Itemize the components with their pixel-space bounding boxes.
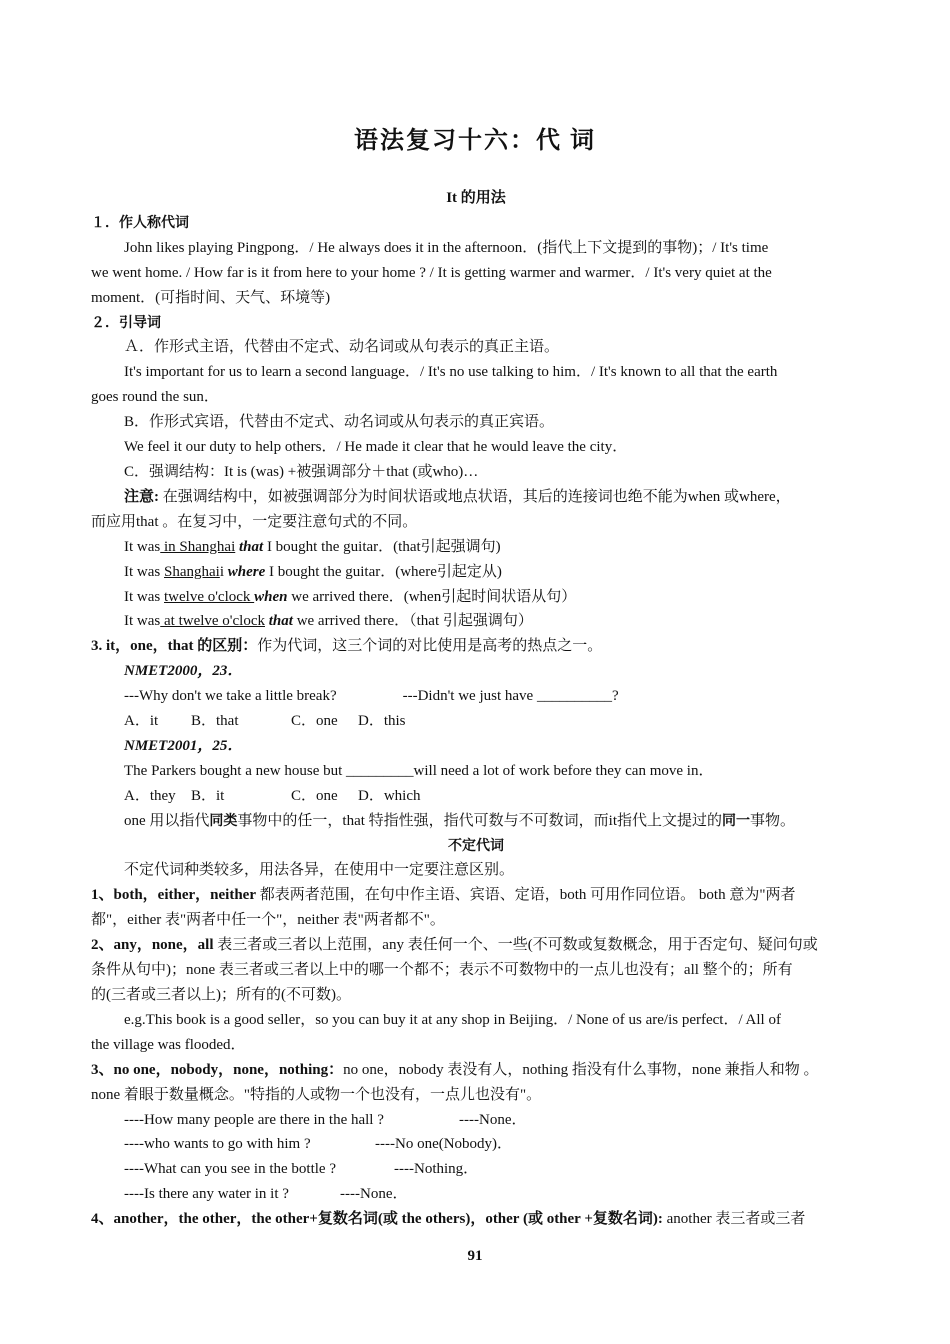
- emphasis-example-4: [91, 609, 861, 634]
- item-text: no one，nobody 表没有人，nothing 指没有什么事物，none 兼指人和物 。: [343, 1061, 819, 1078]
- question-source: NMET2000，23．: [124, 663, 243, 680]
- question-text: The Parkers bought a new house but _________will need a lot of work before they can move in．: [124, 762, 714, 779]
- item-2-cont: 条件从句中)；none 表三者或三者以上中的哪一个都不；表示不可数物中的一点儿也没有；all 整个的；所有: [91, 962, 793, 979]
- option: B．that: [191, 713, 239, 730]
- item-3-cont: none 着眼于数量概念。"特指的人或物一个也没有，一点儿也没有"。: [91, 1086, 542, 1103]
- heading-text: 作为代词，这三个词的对比使用是高考的热点之一。: [257, 638, 603, 655]
- example-line: It's important for us to learn a second language．/ It's no use talking to him．/ It's known to all that the earth: [124, 364, 778, 381]
- point-c: C．强调结构：It is (was) +被强调部分＋that (或who)…: [124, 463, 479, 480]
- note-line: 而应用that 。在复习中，一定要注意句式的不同。: [91, 513, 418, 530]
- example-line: e.g.This book is a good seller，so you can buy it at any shop in Beijing．/ None of us are/is perfect．/ All of: [124, 1011, 781, 1028]
- summary-text: 事物中的任一，that 特指性强，指代可数与不可数词，而it指代上文提过的: [237, 812, 723, 829]
- heading-introductory: ２．引导词: [91, 314, 161, 331]
- item-text: 都表两者范围，在句中作主语、宾语、定语，both 可用作同位语。 both 意为"两者: [255, 887, 796, 904]
- option: D．this: [358, 713, 406, 730]
- point-a: Ａ．作形式主语，代替由不定式、动名词或从句表示的真正主语。: [124, 339, 560, 356]
- item-3: [91, 1058, 861, 1083]
- answer-options: [91, 784, 861, 809]
- summary-text: one 用以指代: [124, 812, 210, 829]
- summary-text: 事物。: [750, 812, 796, 829]
- item-bold: 1、both，either，neither: [91, 887, 256, 904]
- dialog-answer: ----No one(Nobody)．: [375, 1136, 513, 1153]
- item-text: 表三者或三者以上范围，any 表任何一个、一些(不可数或复数概念，用于否定句、疑问句或: [213, 937, 818, 954]
- paragraph-line: 不定代词种类较多，用法各异，在使用中一定要注意区别。: [124, 862, 515, 879]
- item-4: [91, 1207, 861, 1232]
- item-bold: 2、any，none，all: [91, 937, 214, 954]
- section-heading-indefinite: 不定代词: [448, 837, 504, 854]
- dialog-line: [91, 1157, 861, 1182]
- dialog-line: [91, 1182, 861, 1207]
- question-dialog: [91, 684, 861, 709]
- keyword: that: [239, 538, 264, 555]
- example-text: we arrived there．（that 引起强调句）: [292, 613, 533, 630]
- keyword: where: [227, 563, 266, 580]
- example-text: It was: [124, 538, 161, 555]
- page-number: 91: [467, 1248, 483, 1264]
- dialog-answer: ----None．: [340, 1186, 408, 1203]
- summary-bold: 同类: [209, 812, 238, 829]
- dialog-line: [91, 1132, 861, 1157]
- dialog-answer: ----Nothing．: [394, 1161, 479, 1178]
- paragraph-line: we went home. / How far is it from here to your home ? / It is getting warmer and warmer．/ It's very quiet at the: [91, 264, 772, 281]
- heading-personal-pronoun: １．作人称代词: [91, 214, 189, 231]
- option: A．they: [124, 787, 176, 804]
- example-text: It was: [124, 613, 161, 630]
- heading-bold: 3. it，one，that 的区别：: [91, 638, 258, 655]
- emphasis-example-1: [91, 535, 861, 560]
- emphasis-example-3: [91, 585, 861, 610]
- example-text: It was: [124, 588, 164, 605]
- example-text: I bought the guitar．(where引起定从): [265, 563, 502, 580]
- note-line: [91, 485, 861, 510]
- note-label: 注意:: [124, 488, 159, 505]
- underlined-phrase: at twelve o'clock: [160, 613, 265, 630]
- note-text: 在强调结构中，如被强调部分为时间状语或地点状语，其后的连接词也绝不能为when 或where，: [159, 488, 791, 505]
- item-bold: 3、no one，nobody，none，nothing：: [91, 1061, 344, 1078]
- item-bold: 4、another，the other，the other+复数名词(或 the others)，other (或 other +复数名词):: [91, 1211, 663, 1228]
- section-heading-it: It 的用法: [446, 190, 506, 206]
- item-text: another 表三者或三者: [662, 1211, 806, 1228]
- option: D．which: [358, 787, 421, 804]
- dialog-answer: ----None．: [459, 1111, 527, 1128]
- dialog-question: ----What can you see in the bottle ?: [124, 1161, 336, 1178]
- example-text: It was: [124, 563, 164, 580]
- document-body: [91, 186, 861, 1232]
- page-title: 语法复习十六：代 词: [354, 128, 596, 154]
- dialog-question: ----Is there any water in it ?: [124, 1186, 289, 1203]
- question-text: ---Didn't we just have __________?: [402, 688, 619, 705]
- point-b: B．作形式宾语，代替由不定式、动名词或从句表示的真正宾语。: [124, 414, 555, 431]
- underlined-phrase: Shanghai: [164, 563, 220, 580]
- keyword: that: [268, 613, 293, 630]
- dialog-question: ----How many people are there in the hall ?: [124, 1111, 384, 1128]
- item-1: [91, 883, 861, 908]
- emphasis-example-2: It was Shanghaii where I bought the guitar．(where引起定从): [124, 563, 502, 580]
- paragraph-line: moment．(可指时间、天气、环境等): [91, 289, 331, 306]
- option: C．one: [291, 713, 338, 730]
- question-source: NMET2001，25．: [124, 737, 243, 754]
- item-2-cont: 的(三者或三者以上)；所有的(不可数)。: [91, 987, 351, 1003]
- dialog-line: [91, 1108, 861, 1133]
- option: A．it: [124, 713, 159, 730]
- item-2: [91, 933, 861, 958]
- answer-options: [91, 709, 861, 734]
- heading-it-one-that: [91, 634, 861, 659]
- option: B．it: [191, 787, 225, 804]
- example-line: the village was flooded．: [91, 1036, 246, 1053]
- example-text: I bought the guitar．(that引起强调句): [263, 538, 501, 555]
- question-text: ---Why don't we take a little break?: [124, 688, 337, 705]
- summary-bold: 同一: [722, 812, 751, 829]
- paragraph-line: John likes playing Pingpong．/ He always does it in the afternoon．(指代上下文提到的事物)；/ It's time: [124, 239, 769, 256]
- one-that-it-summary: [91, 809, 861, 834]
- example-line: goes round the sun．: [91, 389, 219, 406]
- example-text: we arrived there．(when引起时间状语从句）: [287, 588, 577, 605]
- dialog-question: ----who wants to go with him ?: [124, 1136, 311, 1153]
- keyword: when: [254, 588, 288, 605]
- option: C．one: [291, 787, 338, 804]
- underlined-phrase: in Shanghai: [160, 538, 236, 555]
- item-1-cont: 都"，either 表"两者中任一个"，neither 表"两者都不"。: [91, 912, 445, 929]
- example-line: We feel it our duty to help others．/ He made it clear that he would leave the city．: [124, 439, 628, 456]
- underlined-phrase: twelve o'clock: [164, 588, 255, 605]
